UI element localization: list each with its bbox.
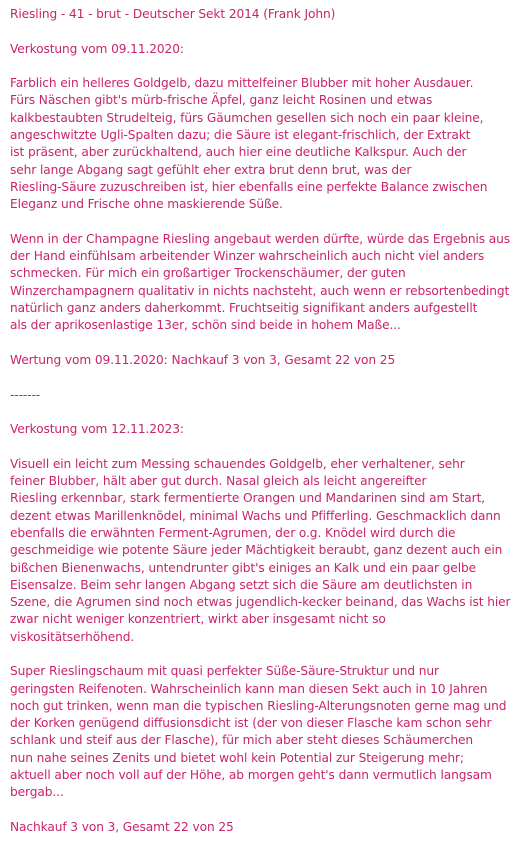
text-line: dezent etwas Marillenknödel, minimal Wachs und Pfifferling. Geschmacklich dann xyxy=(10,508,501,523)
blank-line xyxy=(10,438,510,455)
tasting-2-paragraph-1 xyxy=(10,456,510,646)
text-line: schlank und steif aus der Flasche), für mich aber steht dieses Schäumerchen xyxy=(10,733,474,748)
tasting-2-rating: Nachkauf 3 von 3, Gesamt 22 von 25 xyxy=(10,819,234,834)
text-line: Farblich ein helleres Goldgelb, dazu mittelfeiner Blubber mit hoher Ausdauer. xyxy=(10,76,474,91)
text-line: als der aprikosenlastige 13er, schön sind beide in hohem Maße... xyxy=(10,318,401,333)
text-line: der Korken genügend diffusionsdicht ist (der von dieser Flasche kam schon sehr xyxy=(10,716,492,731)
tasting-notes-document xyxy=(10,6,510,836)
text-line: Eisensalze. Beim sehr langen Abgang setzt sich die Säure am deutlichsten in xyxy=(10,577,473,592)
blank-line xyxy=(10,335,510,352)
text-line: bergab... xyxy=(10,785,64,800)
blank-line xyxy=(10,404,510,421)
tasting-2-heading: Verkostung vom 12.11.2023: xyxy=(10,422,184,437)
tasting-1-heading: Verkostung vom 09.11.2020: xyxy=(10,41,184,56)
text-line: aktuell aber noch voll auf der Höhe, ab morgen geht's dann vermutlich langsam xyxy=(10,768,492,783)
text-line: feiner Blubber, hält aber gut durch. Nasal gleich als leicht angereifter xyxy=(10,474,427,489)
blank-line xyxy=(10,802,510,819)
text-line: kalkbestaubten Strudelteig, fürs Gäumchen gesellen sich noch ein paar kleine, xyxy=(10,110,484,125)
text-line: geringsten Reifenoten. Wahrscheinlich kann man diesen Sekt auch in 10 Jahren xyxy=(10,681,488,696)
text-line: zwar nicht weniger konzentriert, wirkt aber insgesamt nicht so xyxy=(10,612,386,627)
text-line: bißchen Bienenwachs, untendrunter gibt's einiges an Kalk und ein paar gelbe xyxy=(10,560,477,575)
text-line: Wenn in der Champagne Riesling angebaut werden dürfte, würde das Ergebnis aus xyxy=(10,231,511,246)
text-line: noch gut trinken, wenn man die typischen Riesling-Alterungsnoten gerne mag und xyxy=(10,698,507,713)
text-line: viskositätserhöhend. xyxy=(10,629,135,644)
tasting-1-paragraph-1 xyxy=(10,75,510,213)
text-line: Szene, die Agrumen sind noch etwas jugendlich-kecker beinand, das Wachs ist hier xyxy=(10,595,511,610)
text-line: sehr lange Abgang sagt gefühlt eher extra brut denn brut, was der xyxy=(10,162,412,177)
document-title: Riesling - 41 - brut - Deutscher Sekt 2014 (Frank John) xyxy=(10,7,336,21)
text-line: geschmeidige wie potente Säure jeder Mächtigkeit beraubt, ganz dezent auch ein xyxy=(10,543,503,558)
text-line: natürlich ganz anders daherkommt. Fruchtseitig signifikant anders aufgestellt xyxy=(10,301,478,316)
tasting-2-paragraph-2 xyxy=(10,663,510,801)
blank-line xyxy=(10,646,510,663)
text-line: Fürs Näschen gibt's mürb-frische Äpfel, ganz leicht Rosinen und etwas xyxy=(10,93,433,108)
blank-line xyxy=(10,58,510,75)
text-line: Riesling-Säure zuzuschreiben ist, hier ebenfalls eine perfekte Balance zwischen xyxy=(10,179,488,194)
blank-line xyxy=(10,23,510,40)
text-line: angeschwitzte Ugli-Spalten dazu; die Säure ist elegant-frischlich, der Extrakt xyxy=(10,128,471,143)
text-line: Winzerchampagnern qualitativ in nichts nachsteht, auch wenn er rebsortenbedingt xyxy=(10,283,510,298)
text-line: nun nahe seines Zenits und bietet wohl kein Potential zur Steigerung mehr; xyxy=(10,750,464,765)
text-line: Eleganz und Frische ohne maskierende Süße. xyxy=(10,197,283,212)
tasting-1-rating: Wertung vom 09.11.2020: Nachkauf 3 von 3, Gesamt 22 von 25 xyxy=(10,352,396,367)
text-line: der Hand einfühlsam arbeitender Winzer wahrscheinlich auch nicht viel anders xyxy=(10,249,485,264)
text-line: ist präsent, aber zurückhaltend, auch hier eine deutliche Kalkspur. Auch der xyxy=(10,145,467,160)
blank-line xyxy=(10,369,510,386)
separator: ------- xyxy=(10,387,41,402)
blank-line xyxy=(10,214,510,231)
text-line: ebenfalls die erwähnten Ferment-Agrumen, der o.g. Knödel wird durch die xyxy=(10,525,456,540)
text-line: schmecken. Für mich ein großartiger Trockenschäumer, der guten xyxy=(10,266,406,281)
tasting-1-paragraph-2 xyxy=(10,231,510,335)
text-line: Riesling erkennbar, stark fermentierte Orangen und Mandarinen sind am Start, xyxy=(10,491,486,506)
text-line: Visuell ein leicht zum Messing schauendes Goldgelb, eher verhaltener, sehr xyxy=(10,456,465,471)
text-line: Super Rieslingschaum mit quasi perfekter Süße-Säure-Struktur und nur xyxy=(10,664,439,679)
